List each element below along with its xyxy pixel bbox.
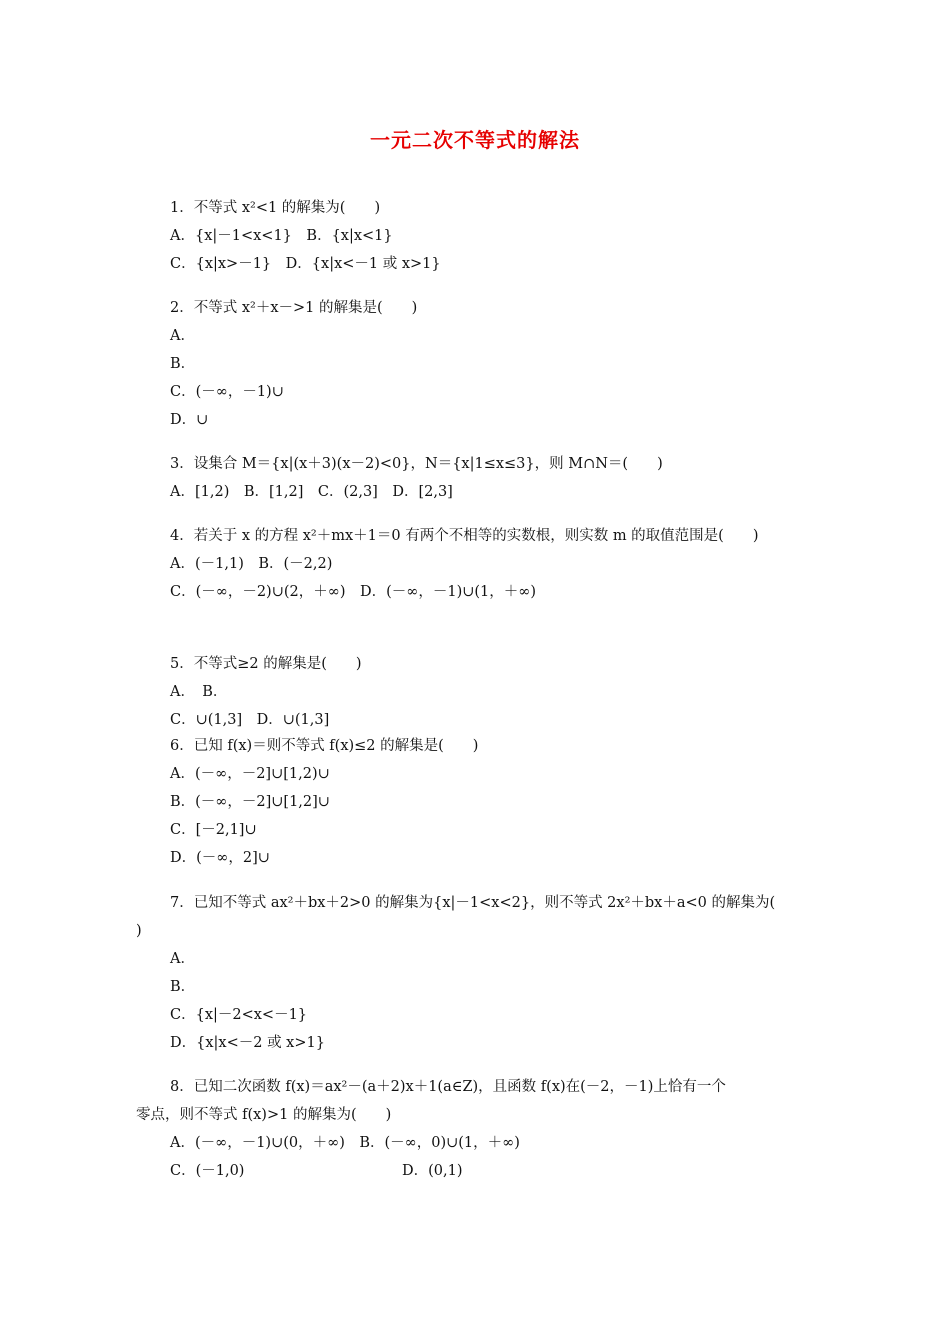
question-6-stem: 6．已知 f(x)＝则不等式 f(x)≤2 的解集是( )	[170, 738, 479, 754]
question-2-option-a: A．	[170, 328, 195, 344]
question-7-option-c: C．{x|－2<x<－1}	[170, 1007, 308, 1023]
question-4-option-row-1: A．(－1,1) B．(－2,2)	[170, 556, 333, 572]
question-3-stem: 3．设集合 M＝{x|(x＋3)(x－2)<0}，N＝{x|1≤x≤3}，则 M∩N＝( )	[170, 456, 663, 472]
question-2-option-b: B．	[170, 356, 196, 372]
question-8-option-c: C．(－1,0)	[170, 1163, 245, 1179]
question-8-option-row-1: A．(－∞，－1)∪(0，＋∞) B．(－∞，0)∪(1，＋∞)	[170, 1135, 520, 1151]
question-1-option-row-1: A．{x|－1<x<1} B．{x|x<1}	[170, 228, 393, 244]
question-7-stem: 7．已知不等式 ax²＋bx＋2>0 的解集为{x|－1<x<2}，则不等式 2x²＋bx＋a<0 的解集为(	[170, 895, 776, 911]
question-3-options: A．[1,2) B．[1,2] C．(2,3] D．[2,3]	[170, 484, 453, 500]
question-1-option-row-2: C．{x|x>－1} D．{x|x<－1 或 x>1}	[170, 256, 441, 272]
question-4-option-row-2: C．(－∞，－2)∪(2，＋∞) D．(－∞，－1)∪(1，＋∞)	[170, 584, 536, 600]
page-title: 一元二次不等式的解法	[370, 128, 580, 152]
question-1-stem: 1．不等式 x²<1 的解集为( )	[170, 200, 381, 216]
question-8-stem: 8．已知二次函数 f(x)＝ax²－(a＋2)x＋1(a∈Z)，且函数 f(x)在(－2，－1)上恰有一个	[170, 1079, 726, 1095]
question-8-stem-continued: 零点，则不等式 f(x)>1 的解集为( )	[136, 1107, 392, 1123]
question-6-option-d: D．(－∞，2]∪	[170, 850, 270, 866]
question-2-stem: 2．不等式 x²＋x－>1 的解集是( )	[170, 300, 418, 316]
question-2-option-c: C．(－∞，－1)∪	[170, 384, 284, 400]
question-7-option-d: D．{x|x<－2 或 x>1}	[170, 1035, 325, 1051]
question-7-stem-continued: )	[136, 923, 142, 939]
question-2-option-d: D．∪	[170, 412, 209, 428]
question-6-option-a: A．(－∞，－2]∪[1,2)∪	[170, 766, 330, 782]
question-8-option-d: D．(0,1)	[402, 1163, 463, 1179]
question-5-option-row-1: A． B．	[170, 684, 228, 700]
question-7-option-a: A．	[170, 951, 195, 967]
question-6-option-b: B．(－∞，－2]∪[1,2]∪	[170, 794, 330, 810]
question-5-stem: 5．不等式≥2 的解集是( )	[170, 656, 362, 672]
question-5-option-row-2: C．∪(1,3] D．∪(1,3]	[170, 712, 330, 728]
question-7-option-b: B．	[170, 979, 196, 995]
question-4-stem: 4．若关于 x 的方程 x²＋mx＋1＝0 有两个不相等的实数根，则实数 m 的取值范围是( )	[170, 528, 759, 544]
question-6-option-c: C．[－2,1]∪	[170, 822, 257, 838]
